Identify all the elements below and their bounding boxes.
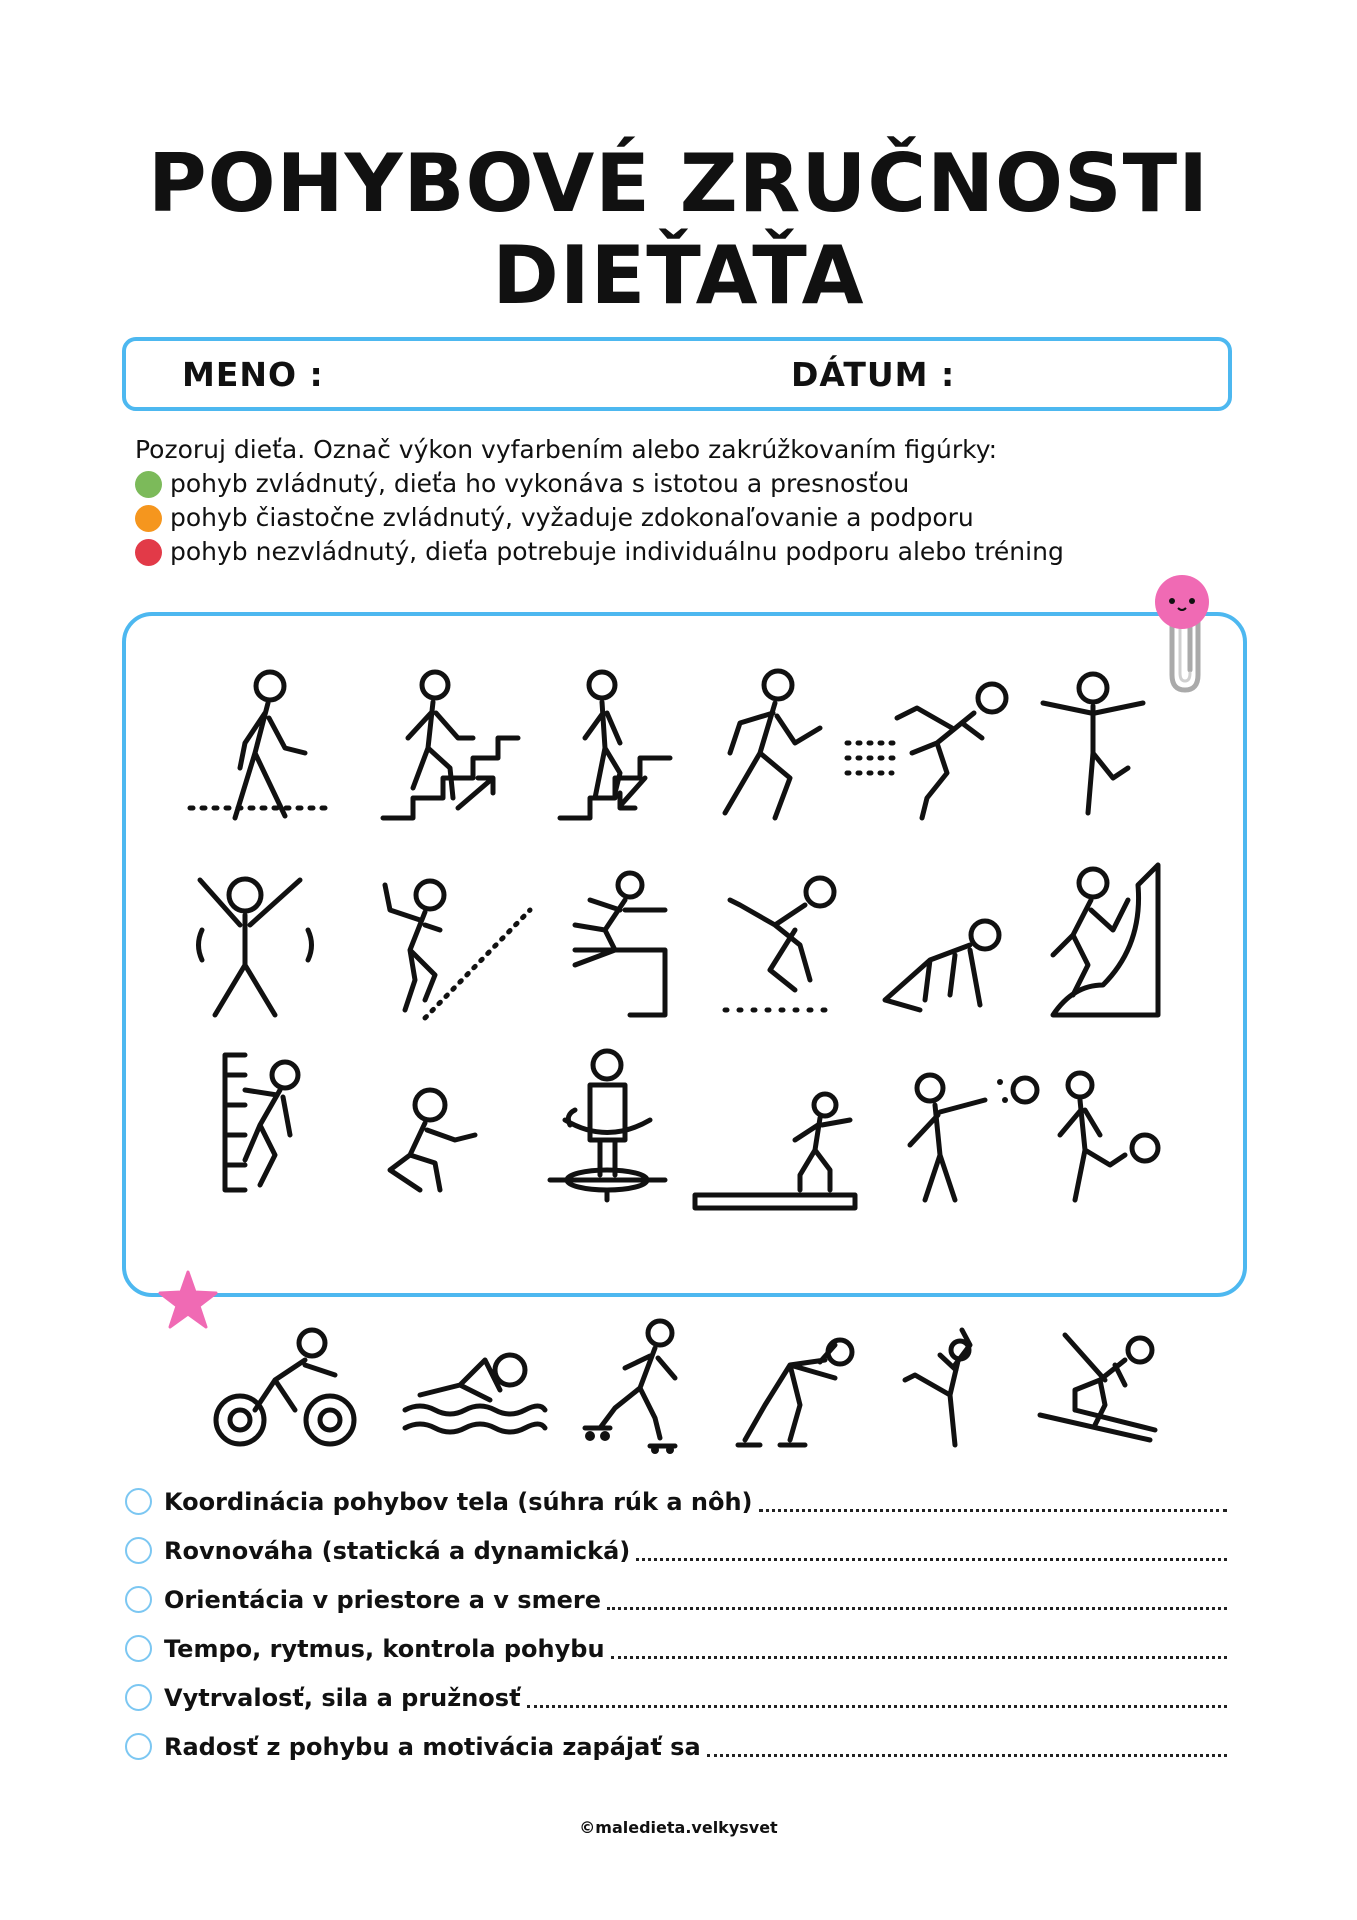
checkbox-circle[interactable] — [125, 1586, 152, 1613]
running-icon[interactable] — [705, 668, 850, 823]
legend-item-green — [135, 467, 1064, 501]
checklist-item[interactable] — [125, 1477, 1235, 1526]
stairs-up-icon[interactable] — [378, 668, 523, 823]
checkbox-circle[interactable] — [125, 1635, 152, 1662]
legend-item-orange — [135, 501, 1064, 535]
checklist-label: Vytrvalosť, sila a pružnosť — [164, 1683, 521, 1712]
legend-text: pohyb zvládnutý, dieťa ho vykonáva s istotou a presnosťou — [170, 469, 910, 498]
checklist-label: Rovnováha (statická a dynamická) — [164, 1536, 631, 1565]
dotted-line[interactable] — [707, 1736, 1227, 1757]
dotted-line[interactable] — [636, 1540, 1227, 1561]
checklist-item[interactable] — [125, 1526, 1235, 1575]
swimming-icon[interactable] — [400, 1340, 545, 1440]
ice-skating-icon[interactable] — [735, 1330, 865, 1450]
spinning-icon[interactable] — [545, 1045, 670, 1200]
cycling-icon[interactable] — [210, 1325, 360, 1450]
checklist-label: Orientácia v priestore a v smere — [164, 1585, 601, 1614]
pink-star-icon — [158, 1270, 218, 1330]
sprinting-icon[interactable] — [842, 668, 1012, 823]
red-dot-icon — [135, 539, 162, 566]
wall-climbing-icon[interactable] — [1033, 855, 1178, 1020]
checklist-item[interactable] — [125, 1575, 1235, 1624]
checkbox-circle[interactable] — [125, 1537, 152, 1564]
page-title — [0, 138, 1357, 322]
name-label: MENO : — [182, 355, 324, 394]
instructions-intro: Pozoruj dieťa. Označ výkon vyfarbením alebo zakrúžkovaním figúrky: — [135, 435, 998, 464]
date-label: DÁTUM : — [791, 355, 956, 394]
checkbox-circle[interactable] — [125, 1684, 152, 1711]
throwing-icon[interactable] — [370, 870, 535, 1020]
long-jump-icon[interactable] — [715, 870, 860, 1020]
instructions — [135, 433, 1064, 569]
green-dot-icon — [135, 471, 162, 498]
title-line-1: POHYBOVÉ ZRUČNOSTI — [148, 137, 1209, 230]
legend-text: pohyb čiastočne zvládnutý, vyžaduje zdokonaľovanie a podporu — [170, 503, 974, 532]
hurdle-jump-icon[interactable] — [555, 870, 700, 1020]
credit-text: ©maledieta.velkysvet — [579, 1818, 778, 1837]
checklist-label: Radosť z pohybu a motivácia zapájať sa — [164, 1732, 701, 1761]
dotted-line[interactable] — [527, 1687, 1227, 1708]
legend-text: pohyb nezvládnutý, dieťa potrebuje individuálnu podporu alebo tréning — [170, 537, 1064, 566]
skills-checklist — [125, 1477, 1235, 1771]
checklist-item[interactable] — [125, 1673, 1235, 1722]
crawling-icon[interactable] — [870, 870, 1015, 1020]
jumping-jack-icon[interactable] — [190, 870, 335, 1020]
checkbox-circle[interactable] — [125, 1488, 152, 1515]
checkbox-circle[interactable] — [125, 1733, 152, 1760]
checklist-label: Koordinácia pohybov tela (súhra rúk a nôh) — [164, 1487, 753, 1516]
jumping-one-leg-icon[interactable] — [1033, 668, 1178, 823]
name-date-box[interactable] — [122, 337, 1232, 411]
dotted-line[interactable] — [611, 1638, 1227, 1659]
dotted-line[interactable] — [607, 1589, 1227, 1610]
legend-item-red — [135, 535, 1064, 569]
checklist-item[interactable] — [125, 1624, 1235, 1673]
balance-beam-icon[interactable] — [690, 1090, 860, 1210]
walking-icon[interactable] — [185, 668, 330, 823]
checklist-item[interactable] — [125, 1722, 1235, 1771]
inline-skating-icon[interactable] — [580, 1318, 695, 1453]
ladder-climbing-icon[interactable] — [205, 1045, 320, 1195]
ball-kick-icon[interactable] — [1045, 1070, 1165, 1210]
skiing-icon[interactable] — [1035, 1330, 1160, 1450]
ball-throw-icon[interactable] — [900, 1070, 1045, 1210]
dotted-line[interactable] — [759, 1491, 1227, 1512]
orange-dot-icon — [135, 505, 162, 532]
checklist-label: Tempo, rytmus, kontrola pohybu — [164, 1634, 605, 1663]
gymnastics-icon[interactable] — [900, 1325, 985, 1450]
stairs-down-icon[interactable] — [555, 668, 700, 823]
squat-icon[interactable] — [375, 1085, 490, 1195]
title-line-2: DIEŤAŤA — [492, 229, 865, 322]
